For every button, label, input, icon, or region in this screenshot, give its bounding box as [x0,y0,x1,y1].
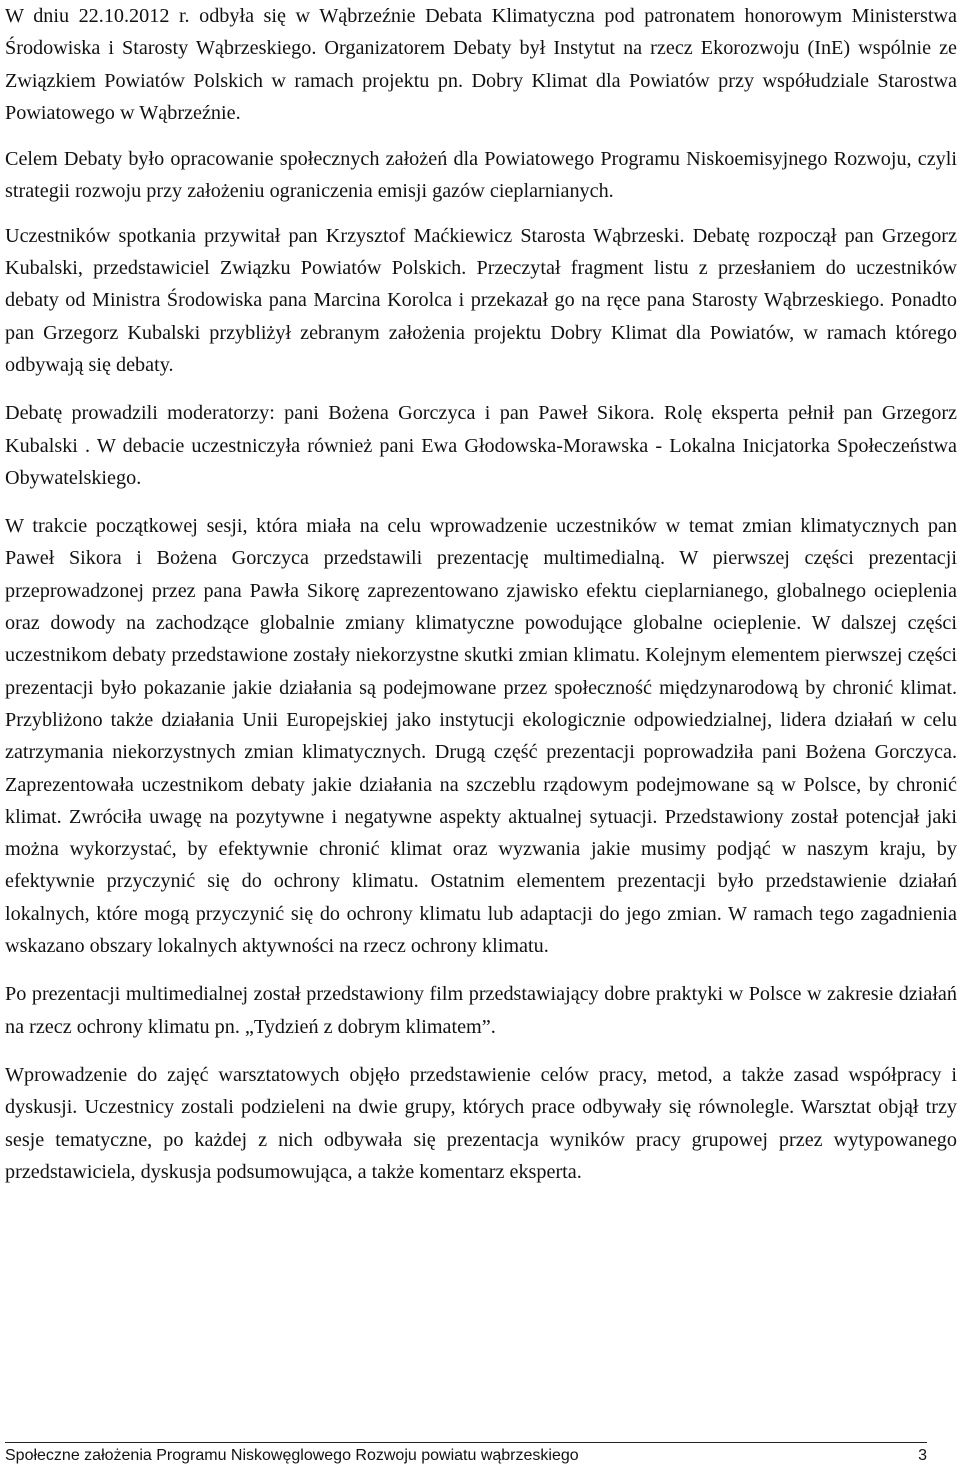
paragraph-moderators: Debatę prowadzili moderatorzy: pani Bożena Gorczyca i pan Paweł Sikora. Rolę eksperta pełnił pan Grzegorz Kubalski . W debacie uczestniczyła również pani Ewa Głodowska-Morawska - Lokalna Inicjatorka Społeczeństwa Obywatelskiego. [5,402,957,489]
paragraph-film: Po prezentacji multimedialnej został przedstawiony film przedstawiający dobre praktyki w Polsce w zakresie działań na rzecz ochrony klimatu pn. „Tydzień z dobrym klimatem”. [5,983,957,1038]
page-footer [5,1442,927,1466]
paragraph-opening: Uczestników spotkania przywitał pan Krzysztof Maćkiewicz Starosta Wąbrzeski. Debatę rozpoczął pan Grzegorz Kubalski, przedstawiciel Związku Powiatów Polskich. Przeczytał fragment listu z przesłaniem do uczestników debaty od Ministra Środowiska pana Marcina Korolca i przekazał go na ręce pana Starosty Wąbrzeskiego. Ponadto pan Grzegorz Kubalski przybliżył zebranym założenia projektu Dobry Klimat dla Powiatów, w ramach którego odbywają się debaty. [5,224,957,376]
paragraph-debate-goal: Celem Debaty było opracowanie społecznych założeń dla Powiatowego Programu Niskoemisyjnego Rozwoju, czyli strategii rozwoju przy założeniu ograniczenia emisji gazów cieplarnianych. [5,148,957,203]
page-number: 3 [918,1447,927,1464]
paragraph-workshop: Wprowadzenie do zajęć warsztatowych objęło przedstawienie celów pracy, metod, a także zasad współpracy i dyskusji. Uczestnicy zostali podzieleni na dwie grupy, których prace odbywały się równolegle. Warsztat objął trzy sesje tematyczne, po każdej z nich odbywała się prezentacja wyników pracy grupowej przez wytypowanego przedstawiciela, dyskusja podsumowująca, a także komentarz eksperta. [5,1063,957,1183]
document-body [5,0,957,1188]
paragraph-debate-intro: W dniu 22.10.2012 r. odbyła się w Wąbrzeźnie Debata Klimatyczna pod patronatem honorowym Ministerstwa Środowiska i Starosty Wąbrzeskiego. Organizatorem Debaty był Instytut na rzecz Ekorozwoju (InE) wspólnie ze Związkiem Powiatów Polskich w ramach projektu pn. Dobry Klimat dla Powiatów przy współudziale Starostwa Powiatowego w Wąbrzeźnie. [5,5,957,124]
footer-title: Społeczne założenia Programu Niskowęglowego Rozwoju powiatu wąbrzeskiego [5,1447,579,1464]
paragraph-presentation: W trakcie początkowej sesji, która miała na celu wprowadzenie uczestników w temat zmian klimatycznych pan Paweł Sikora i Bożena Gorczyca przedstawili prezentację multimedialną. W pierwszej części prezentacji przeprowadzonej przez pana Pawła Sikorę zaprezentowano zjawisko efektu cieplarnianego, globalnego ocieplenia oraz dowody na zachodzące globalnie zmiany klimatyczne powodujące globalne ocieplenie. W dalszej części uczestnikom debaty przedstawione zostały niekorzystne skutki zmian klimatu. Kolejnym elementem pierwszej części prezentacji było pokazanie jakie działania są podejmowane przez społeczność międzynarodową by chronić klimat. Przybliżono także działania Unii Europejskiej jako instytucji ekologicznie odpowiedzialnej, lidera działań w celu zatrzymania niekorzystnych zmian klimatycznych. Drugą część prezentacji poprowadziła pani Bożena Gorczyca. Zaprezentowała uczestnikom debaty jakie działania na szczeblu rządowym podejmowane są w Polsce, by chronić klimat. Zwróciła uwagę na pozytywne i negatywne aspekty aktualnej sytuacji. Przedstawiony został potencjał jaki można wykorzystać, by efektywnie chronić klimat oraz wyzwania jakie musimy podjąć w naszym kraju, by efektywnie przyczynić się do ochrony klimatu. Ostatnim elementem prezentacji było przedstawienie działań lokalnych, które mogą przyczynić się do ochrony klimatu lub adaptacji do jego zmian. W ramach tego zagadnienia wskazano obszary lokalnych aktywności na rzecz ochrony klimatu. [5,515,957,958]
